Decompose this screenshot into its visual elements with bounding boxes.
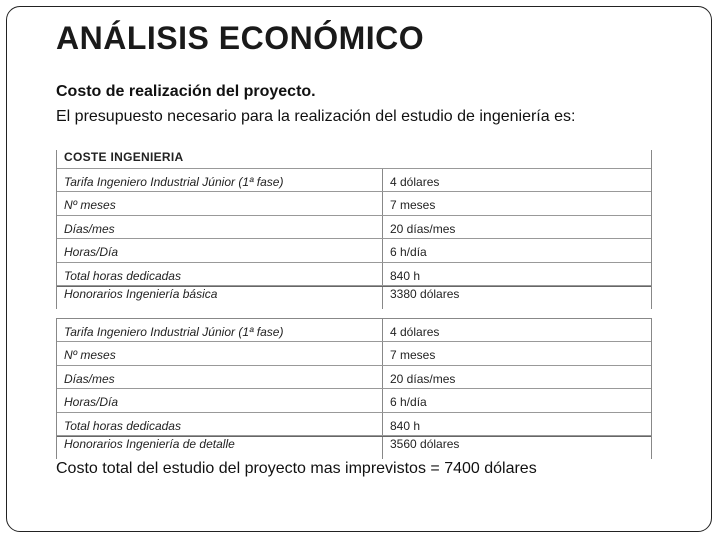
cost-table-basic <box>56 150 652 309</box>
table-row <box>57 389 651 412</box>
row-value: 7 meses <box>390 348 436 363</box>
row-value: 3560 dólares <box>390 436 460 451</box>
row-label: Honorarios Ingeniería de detalle <box>57 437 383 459</box>
table-row <box>57 342 651 365</box>
row-label: Días/mes <box>57 366 383 388</box>
table-row-total <box>57 286 651 309</box>
row-value: 840 h <box>390 418 421 433</box>
table-row <box>57 366 651 389</box>
row-value: 20 días/mes <box>390 371 456 386</box>
row-value: 3380 dólares <box>390 286 460 301</box>
row-value: 7 meses <box>390 198 436 213</box>
row-label: Tarifa Ingeniero Industrial Júnior (1ª fase) <box>57 319 383 341</box>
table-row <box>57 413 651 436</box>
row-label: Total horas dedicadas <box>57 413 383 435</box>
row-value: 6 h/día <box>390 245 427 260</box>
row-label: Nº meses <box>57 342 383 364</box>
section-subtitle: Costo de realización del proyecto. <box>56 83 316 100</box>
slide-title: ANÁLISIS ECONÓMICO <box>56 20 425 56</box>
row-label: Honorarios Ingeniería básica <box>57 287 383 309</box>
table-row <box>57 319 651 342</box>
row-label: Horas/Día <box>57 389 383 411</box>
row-value: 6 h/día <box>390 395 427 410</box>
row-value: 4 dólares <box>390 325 440 339</box>
table-row <box>57 263 651 286</box>
table-row <box>57 239 651 262</box>
row-label: Nº meses <box>57 192 383 214</box>
row-label: Horas/Día <box>57 239 383 261</box>
table-row-total <box>57 436 651 459</box>
table-row <box>57 216 651 239</box>
table-row <box>57 192 651 215</box>
row-value: 840 h <box>390 268 421 283</box>
table-header: COSTE INGENIERIA <box>57 150 651 169</box>
row-label: Tarifa Ingeniero Industrial Júnior (1ª fase) <box>57 169 383 191</box>
table-row <box>57 169 651 192</box>
intro-text: El presupuesto necesario para la realización del estudio de ingeniería es: <box>56 108 576 125</box>
row-label: Total horas dedicadas <box>57 263 383 285</box>
cost-table-detail <box>56 318 652 459</box>
row-label: Días/mes <box>57 216 383 238</box>
total-cost-text: Costo total del estudio del proyecto mas imprevistos = 7400 dólares <box>56 460 537 477</box>
row-value: 4 dólares <box>390 175 440 189</box>
row-value: 20 días/mes <box>390 221 456 236</box>
